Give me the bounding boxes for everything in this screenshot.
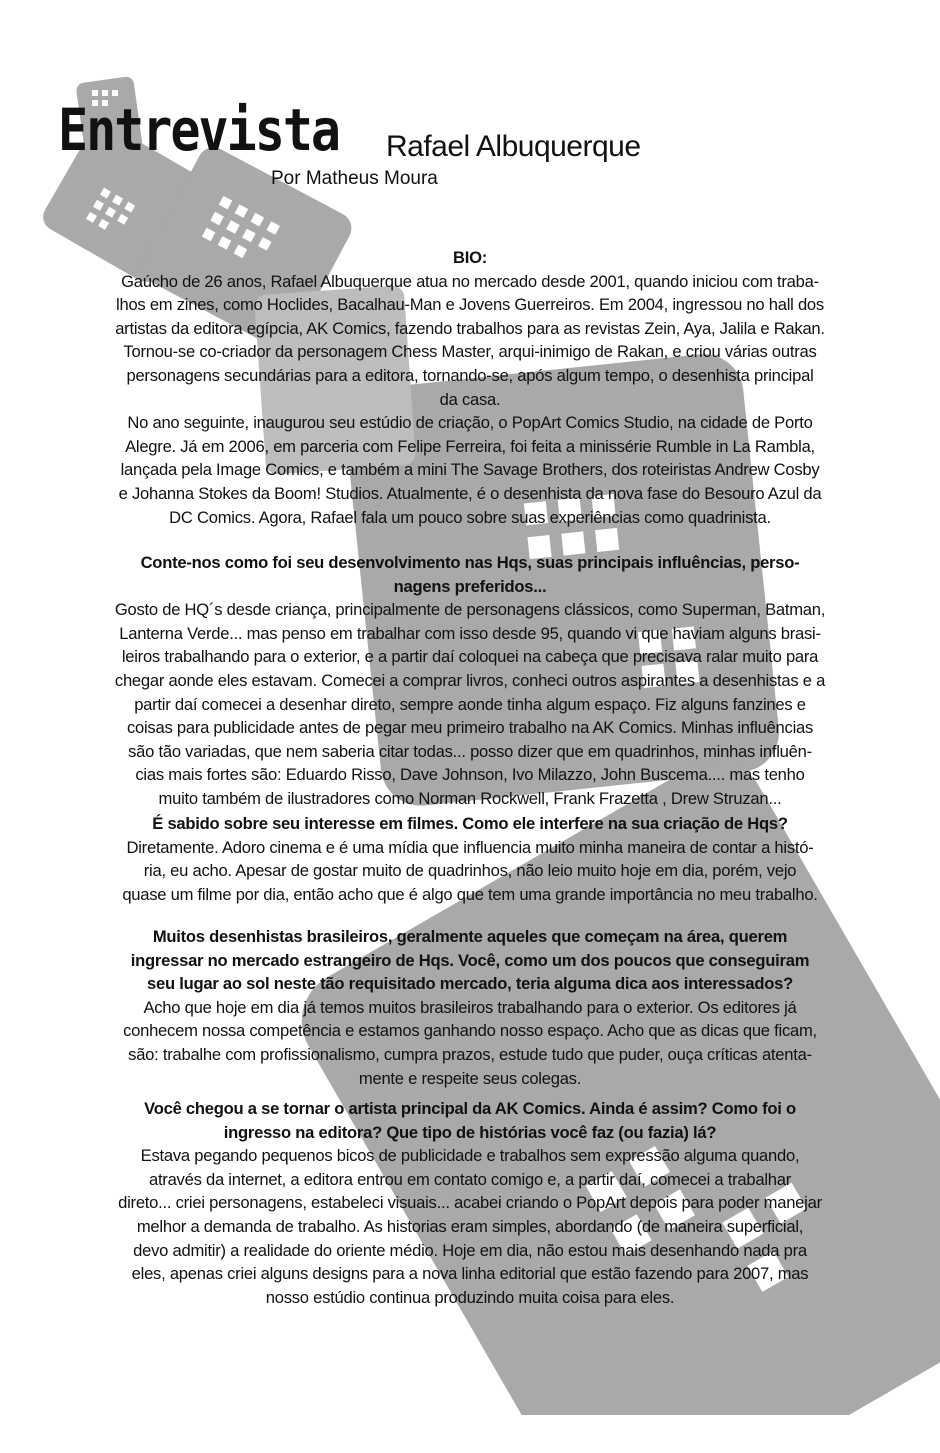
answer-line: nosso estúdio continua produzindo muita coisa para eles. [265,1287,675,1307]
bio-line: lhos em zines, como Hoclides, Bacalhau-Man e Jovens Guerreiros. Em 2004, ingressou no hall dos [116,295,824,315]
bio-line: No ano seguinte, inaugurou seu estúdio de criação, o PopArt Comics Studio, na cidade de Porto [127,413,813,433]
question-line: ingressar no mercado estrangeiro de Hqs. Você, como um dos poucos que conseguiram [130,950,810,970]
answer-line: conhecem nossa competência e estamos ganhando nosso espaço. Acho que as dicas que ficam, [123,1021,817,1041]
interviewee-name: Rafael Albuquerque [386,130,641,163]
bio-line: Gaúcho de 26 anos, Rafael Albuquerque atua no mercado desde 2001, quando iniciou com traba- [121,271,819,291]
answer-line: eles, apenas criei alguns designs para a nova linha editorial que estão fazendo para 2007, mas [131,1264,809,1284]
question-line: nagens preferidos... [393,576,547,596]
question-line: Você chegou a se tornar o artista principal da AK Comics. Ainda é assim? Como foi o [144,1099,796,1118]
answer-line: Diretamente. Adoro cinema e é uma mídia que influencia muito minha maneira de contar a histó- [126,837,814,857]
answer-line: melhor a demanda de trabalho. As historias eram simples, abordando (de maneira superficial, [136,1216,804,1236]
answer-line: direto... criei personagens, estabeleci visuais... acabei criando o PopArt depois para poder manejar [118,1193,822,1213]
question-line: É sabido sobre seu interesse em filmes. Como ele interfere na sua criação de Hqs? [152,814,788,833]
answer-line: através da internet, a editora entrou em contato comigo e, a partir daí, comecei a trabalhar [148,1169,792,1189]
answer-line: Estava pegando pequenos bicos de publicidade e trabalhos sem expressão alguma quando, [140,1146,800,1166]
qa-section-2 [60,812,880,906]
bio-section [60,246,880,529]
answer-line: Gosto de HQ´s desde criança, principalmente de personagens clássicos, como Superman, Batman, [114,600,826,620]
bio-heading: BIO: [452,248,488,267]
answer-line: leiros trabalhando para o exterior, e a partir daí coloquei na cabeça que precisava ralar muito para [121,647,819,667]
answer-line: devo admitir) a realidade do oriente médio. Hoje em dia, não estou mais desenhando nada pra [133,1240,807,1260]
bio-line: Tornou-se co-criador da personagem Chess Master, arqui-inimigo de Rakan, e criou várias outras [123,342,817,362]
answer-line: ria, eu acho. Apesar de gostar muito de quadrinhos, não leio muito hoje em dia, porém, vejo [143,861,797,881]
answer-line: muito também de ilustradores como Norman Rockwell, Frank Frazetta , Drew Struzan... [158,788,782,808]
answer-line: coisas para publicidade antes de pegar meu primeiro trabalho na AK Comics. Minhas influências [126,718,814,738]
question-line: seu lugar ao sol neste tão requisitado mercado, teria alguma dica aos interessados? [147,974,793,994]
answer-line: Acho que hoje em dia já temos muitos brasileiros trabalhando para o exterior. Os editores já [143,997,797,1017]
qa-section-4 [60,1097,880,1309]
bio-line: DC Comics. Agora, Rafael fala um pouco sobre suas experiências como quadrinista. [169,507,771,527]
qa-section-3 [60,925,880,1090]
answer-line: chegar aonde eles estavam. Comecei a comprar livros, conheci outros aspirantes a desenhistas e a [114,670,826,690]
answer-line: são tão variadas, que nem saberia citar todas... posso dizer que em quadrinhos, minhas influên- [128,741,812,761]
bio-line: Alegre. Já em 2006, em parceria com Felipe Ferreira, foi feita a minissérie Rumble in La Rambla, [125,436,815,456]
bio-line: lançada pela Image Comics, e também a mini The Savage Brothers, dos roteiristas Andrew Cosby [120,460,820,480]
answer-line: partir daí comecei a desenhar direto, sempre aonde tinha algum espaço. Fiz alguns fanzines e [134,694,806,714]
page-title: Entrevista [58,97,340,164]
author-byline: Por Matheus Moura [271,168,438,189]
answer-line: Lanterna Verde... mas penso em trabalhar com isso desde 95, quando vi que haviam alguns brasi- [119,623,821,643]
bio-line: artistas da editora egípcia, AK Comics, fazendo trabalhos para as revistas Zein, Aya, Jalila e Rakan. [115,318,825,338]
question-line: ingresso na editora? Que tipo de histórias você faz (ou fazia) lá? [223,1122,717,1142]
question-line: Conte-nos como foi seu desenvolvimento nas Hqs, suas principais influências, perso- [140,553,800,572]
answer-line: cias mais fortes são: Eduardo Risso, Dave Johnson, Ivo Milazzo, John Buscema.... mas tenho [135,765,805,785]
qa-section-1 [60,551,880,811]
bio-line: da casa. [439,389,501,409]
question-line: Muitos desenhistas brasileiros, geralmente aqueles que começam na área, querem [152,927,788,946]
answer-line: são: trabalhe com profissionalismo, cumpra prazos, estude tudo que puder, ouça críticas atenta- [128,1044,812,1064]
bio-line: personagens secundárias para a editora, tornando-se, após algum tempo, o desenhista principal [126,365,814,385]
bio-line: e Johanna Stokes da Boom! Studios. Atualmente, é o desenhista da nova fase do Besouro Azul da [118,483,822,503]
answer-line: quase um filme por dia, então acho que é algo que tem uma grande importância no meu trabalho. [122,884,818,904]
answer-line: mente e respeite seus colegas. [358,1068,582,1088]
